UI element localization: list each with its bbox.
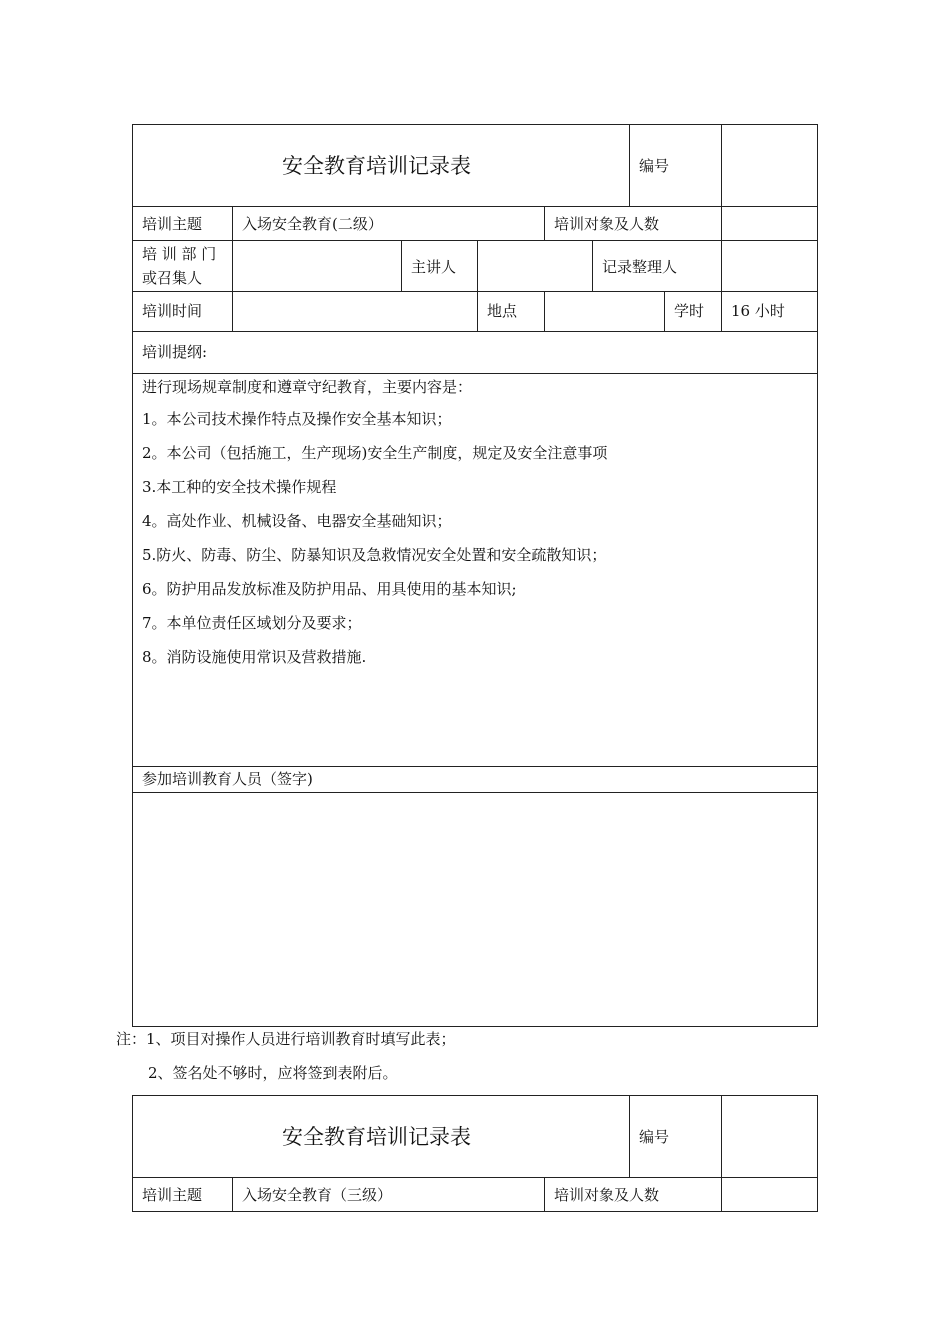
form1-row-divider [132, 206, 818, 207]
form1-col-divider [721, 124, 722, 206]
form2-title: 安全教育培训记录表 [282, 1125, 471, 1149]
form1-topic-value: 入场安全教育(二级） [242, 215, 383, 233]
form1-col-divider [401, 240, 402, 291]
form2-col-divider [721, 1095, 722, 1177]
form1-col-divider [629, 124, 630, 206]
outline-item: 1。本公司技术操作特点及操作安全基本知识； [142, 410, 452, 428]
form1-row-divider [132, 331, 818, 332]
form1-hours-label: 学时 [674, 302, 705, 320]
outline-item: 8。消防设施使用常识及营救措施. [142, 648, 367, 666]
form1-col-divider [477, 291, 478, 331]
form1-audience-label: 培训对象及人数 [554, 215, 660, 233]
form1-title: 安全教育培训记录表 [282, 154, 471, 178]
form1-place-label: 地点 [487, 302, 518, 320]
form1-row-divider [132, 792, 818, 793]
form1-row-divider [132, 240, 818, 241]
form1-dept-label-line2: 或召集人 [142, 269, 203, 287]
outline-item: 进行现场规章制度和遵章守纪教育，主要内容是： [142, 378, 473, 396]
outline-item: 3.本工种的安全技术操作规程 [142, 478, 337, 496]
form1-row-divider [132, 373, 818, 374]
form1-col-divider [232, 240, 233, 291]
form2-serial-label: 编号 [639, 1128, 670, 1146]
form1-col-divider [721, 240, 722, 291]
form2-col-divider [629, 1095, 630, 1177]
form1-topic-label: 培训主题 [142, 215, 203, 233]
form1-recorder-label: 记录整理人 [602, 258, 678, 276]
outline-item: 2。本公司（包括施工，生产现场)安全生产制度，规定及安全注意事项 [142, 444, 608, 462]
note-line-2: 2、签名处不够时，应将签到表附后。 [148, 1064, 398, 1082]
form2-col-divider [544, 1177, 545, 1212]
form1-col-divider [477, 240, 478, 291]
form2-table [132, 1095, 818, 1212]
form2-topic-label: 培训主题 [142, 1186, 203, 1204]
form1-col-divider [592, 240, 593, 291]
form2-col-divider [721, 1177, 722, 1212]
form1-table [132, 124, 818, 1027]
form1-speaker-label: 主讲人 [411, 258, 457, 276]
form1-participants-label: 参加培训教育人员（签字) [142, 770, 313, 788]
note-line-1: 注：1、项目对操作人员进行培训教育时填写此表； [116, 1030, 456, 1048]
form1-col-divider [232, 206, 233, 240]
outline-item: 4。高处作业、机械设备、电器安全基础知识； [142, 512, 452, 530]
form1-dept-label-line1: 培 训 部 门 [142, 245, 217, 263]
form1-row-divider [132, 291, 818, 292]
outline-item: 6。防护用品发放标准及防护用品、用具使用的基本知识; [142, 580, 517, 598]
form2-col-divider [232, 1177, 233, 1212]
form1-hours-value: 16 小时 [731, 302, 785, 320]
form1-time-label: 培训时间 [142, 302, 203, 320]
form1-col-divider [544, 206, 545, 240]
form1-col-divider [232, 291, 233, 331]
form1-col-divider [721, 291, 722, 331]
form1-outline-label: 培训提纲: [142, 343, 208, 361]
form2-row-divider [132, 1177, 818, 1178]
form1-col-divider [544, 291, 545, 331]
outline-item: 7。本单位责任区域划分及要求； [142, 614, 362, 632]
form2-audience-label: 培训对象及人数 [554, 1186, 660, 1204]
outline-item: 5.防火、防毒、防尘、防暴知识及急救情况安全处置和安全疏散知识； [142, 546, 607, 564]
form1-row-divider [132, 766, 818, 767]
form1-col-divider [664, 291, 665, 331]
form1-col-divider [721, 206, 722, 240]
form1-serial-label: 编号 [639, 157, 670, 175]
form2-topic-value: 入场安全教育（三级） [242, 1186, 393, 1204]
